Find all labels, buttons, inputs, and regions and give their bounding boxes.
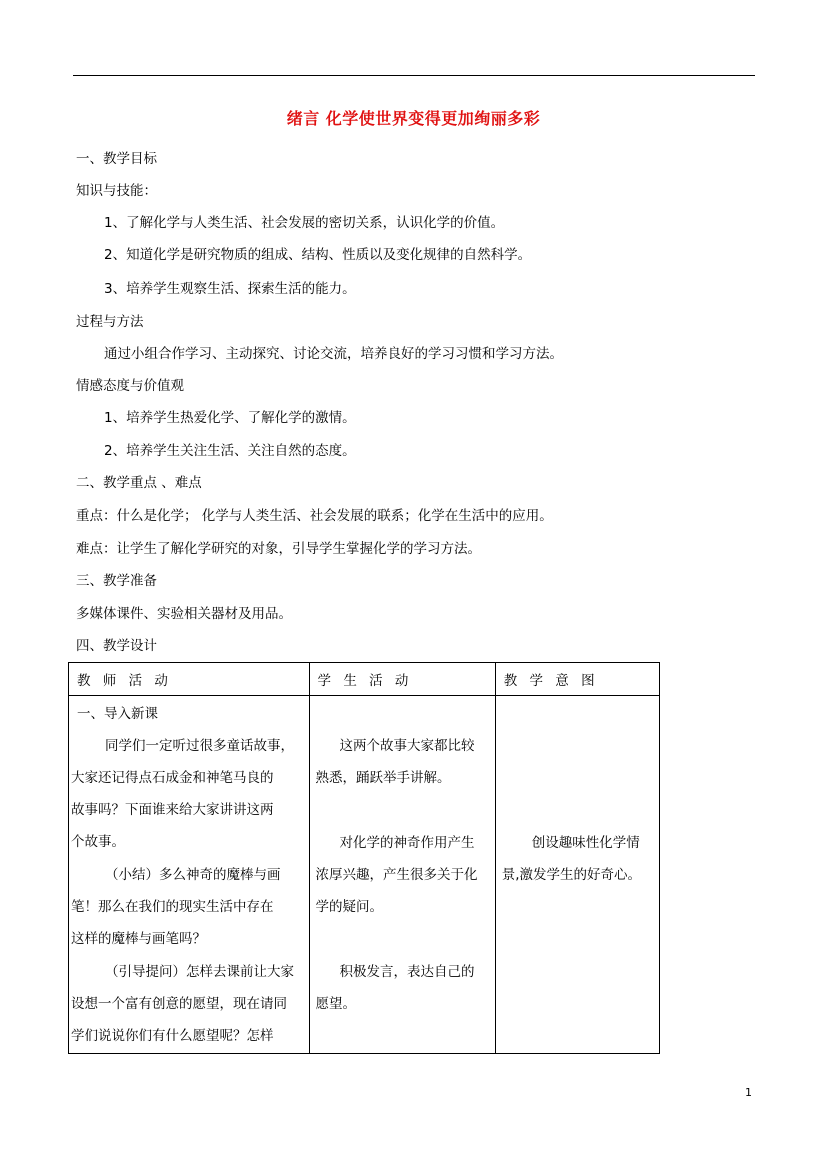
table-row bbox=[69, 696, 660, 1054]
teacher-line: 设想一个富有创意的愿望，现在请同 bbox=[71, 996, 287, 1012]
page-title: 绪言 化学使世界变得更加绚丽多彩 bbox=[286, 109, 541, 128]
teacher-line: 一、导入新课 bbox=[77, 706, 158, 722]
teacher-line: （引导提问）怎样去课前让大家 bbox=[105, 964, 294, 980]
teacher-line: 个故事。 bbox=[71, 834, 125, 850]
section-heading-objectives: 一、教学目标 bbox=[76, 151, 157, 167]
teacher-line: 同学们一定听过很多童话故事， bbox=[105, 738, 294, 754]
difficulty-text: 难点：让学生了解化学研究的对象，引导学生掌握化学的学习方法。 bbox=[76, 541, 481, 557]
emotion-heading: 情感态度与价值观 bbox=[76, 378, 184, 394]
header-teacher-activity: 教 师 活 动 bbox=[69, 663, 310, 696]
knowledge-heading: 知识与技能： bbox=[76, 183, 157, 199]
teacher-line: 这样的魔棒与画笔吗？ bbox=[71, 931, 206, 947]
section-heading-preparation: 三、教学准备 bbox=[76, 573, 157, 589]
lesson-design-table bbox=[68, 662, 660, 1054]
student-line: 积极发言，表达自己的 bbox=[339, 964, 475, 980]
student-line: 这两个故事大家都比较 bbox=[339, 738, 475, 754]
teacher-line: 大家还记得点石成金和神笔马良的 bbox=[71, 770, 274, 786]
teaching-intent-cell bbox=[495, 696, 659, 1054]
student-line: 学的疑问。 bbox=[315, 899, 384, 915]
teacher-line: 故事吗？下面谁来给大家讲讲这两 bbox=[71, 802, 274, 818]
header-teaching-intent: 教 学 意 图 bbox=[495, 663, 659, 696]
teacher-line: 笔！那么在我们的现实生活中存在 bbox=[71, 899, 274, 915]
student-line: 对化学的神奇作用产生 bbox=[339, 835, 475, 851]
key-point-text: 重点：什么是化学； 化学与人类生活、社会发展的联系；化学在生活中的应用。 bbox=[76, 508, 553, 524]
intent-line: 景,激发学生的好奇心。 bbox=[501, 867, 642, 883]
emotion-item: 1、培养学生热爱化学、了解化学的激情。 bbox=[104, 410, 356, 426]
student-line: 浓厚兴趣，产生很多关于化 bbox=[315, 867, 478, 883]
section-heading-design: 四、教学设计 bbox=[76, 638, 157, 654]
section-heading-keypoints: 二、教学重点 、难点 bbox=[76, 475, 202, 491]
emotion-item: 2、培养学生关注生活、关注自然的态度。 bbox=[104, 443, 356, 459]
process-text: 通过小组合作学习、主动探究、讨论交流，培养良好的学习习惯和学习方法。 bbox=[104, 346, 563, 362]
teacher-line: 学们说说你们有什么愿望呢？怎样 bbox=[71, 1028, 274, 1044]
knowledge-item: 2、知道化学是研究物质的组成、结构、性质以及变化规律的自然科学。 bbox=[104, 247, 532, 263]
teacher-activity-cell bbox=[69, 696, 310, 1054]
header-rule bbox=[73, 75, 755, 76]
preparation-text: 多媒体课件、实验相关器材及用品。 bbox=[76, 606, 292, 622]
knowledge-item: 1、了解化学与人类生活、社会发展的密切关系，认识化学的价值。 bbox=[104, 215, 505, 231]
student-line: 愿望。 bbox=[315, 996, 357, 1012]
table-header-row bbox=[69, 663, 660, 696]
intent-line: 创设趣味性化学情 bbox=[531, 835, 640, 851]
process-heading: 过程与方法 bbox=[76, 314, 144, 330]
teacher-line: （小结）多么神奇的魔棒与画 bbox=[105, 867, 281, 883]
knowledge-item: 3、培养学生观察生活、探索生活的能力。 bbox=[104, 281, 356, 297]
student-activity-cell bbox=[309, 696, 495, 1054]
page-number: 1 bbox=[745, 1086, 752, 1099]
header-student-activity: 学 生 活 动 bbox=[309, 663, 495, 696]
student-line: 熟悉，踊跃举手讲解。 bbox=[315, 770, 451, 786]
